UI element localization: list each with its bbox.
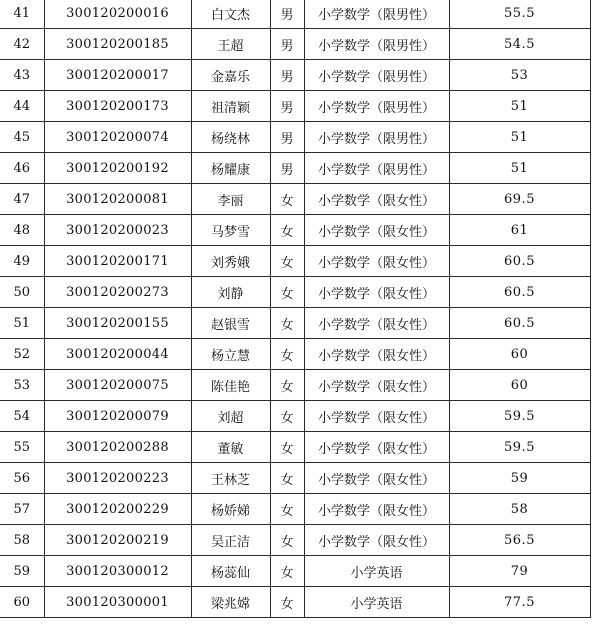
position-cell: 小学数学（限女性） (304, 432, 449, 463)
gender-cell: 女 (270, 463, 304, 494)
row-number-cell: 41 (0, 0, 44, 29)
table-row (0, 91, 590, 122)
row-number-cell: 45 (0, 122, 44, 153)
exam-id-cell: 300120200017 (44, 60, 191, 91)
score-cell: 79 (449, 556, 590, 587)
score-cell: 77.5 (449, 587, 590, 618)
table-row (0, 587, 590, 618)
table-row (0, 556, 590, 587)
position-cell: 小学数学（限男性） (304, 29, 449, 60)
row-number-cell: 51 (0, 308, 44, 339)
table-row (0, 277, 590, 308)
gender-cell: 女 (270, 339, 304, 370)
candidate-name-cell: 杨绕林 (191, 122, 270, 153)
candidate-name-cell: 王林芝 (191, 463, 270, 494)
position-cell: 小学数学（限女性） (304, 277, 449, 308)
exam-id-cell: 300120300001 (44, 587, 191, 618)
table-row (0, 246, 590, 277)
position-cell: 小学数学（限女性） (304, 246, 449, 277)
candidate-name-cell: 吴正洁 (191, 525, 270, 556)
row-number-cell: 56 (0, 463, 44, 494)
table-row (0, 0, 590, 29)
row-number-cell: 53 (0, 370, 44, 401)
score-cell: 59 (449, 463, 590, 494)
table-row (0, 401, 590, 432)
score-cell: 60.5 (449, 246, 590, 277)
score-cell: 59.5 (449, 401, 590, 432)
candidate-name-cell: 杨立慧 (191, 339, 270, 370)
row-number-cell: 57 (0, 494, 44, 525)
position-cell: 小学数学（限男性） (304, 122, 449, 153)
exam-id-cell: 300120200288 (44, 432, 191, 463)
table-row (0, 525, 590, 556)
score-cell: 59.5 (449, 432, 590, 463)
position-cell: 小学数学（限女性） (304, 525, 449, 556)
row-number-cell: 42 (0, 29, 44, 60)
exam-id-cell: 300120200192 (44, 153, 191, 184)
row-number-cell: 50 (0, 277, 44, 308)
exam-id-cell: 300120200155 (44, 308, 191, 339)
table-row (0, 184, 590, 215)
candidate-name-cell: 杨蕊仙 (191, 556, 270, 587)
gender-cell: 女 (270, 277, 304, 308)
gender-cell: 女 (270, 308, 304, 339)
gender-cell: 男 (270, 122, 304, 153)
gender-cell: 男 (270, 60, 304, 91)
candidate-name-cell: 刘秀娥 (191, 246, 270, 277)
row-number-cell: 44 (0, 91, 44, 122)
exam-id-cell: 300120200023 (44, 215, 191, 246)
row-number-cell: 46 (0, 153, 44, 184)
row-number-cell: 43 (0, 60, 44, 91)
gender-cell: 女 (270, 215, 304, 246)
exam-id-cell: 300120200171 (44, 246, 191, 277)
score-cell: 51 (449, 91, 590, 122)
position-cell: 小学数学（限女性） (304, 463, 449, 494)
position-cell: 小学数学（限男性） (304, 153, 449, 184)
score-cell: 61 (449, 215, 590, 246)
gender-cell: 女 (270, 556, 304, 587)
score-cell: 51 (449, 122, 590, 153)
exam-id-cell: 300120200219 (44, 525, 191, 556)
gender-cell: 男 (270, 29, 304, 60)
table-row (0, 122, 590, 153)
position-cell: 小学数学（限男性） (304, 91, 449, 122)
table-row (0, 153, 590, 184)
row-number-cell: 54 (0, 401, 44, 432)
gender-cell: 女 (270, 370, 304, 401)
position-cell: 小学数学（限男性） (304, 60, 449, 91)
gender-cell: 男 (270, 153, 304, 184)
exam-id-cell: 300120200273 (44, 277, 191, 308)
exam-id-cell: 300120200223 (44, 463, 191, 494)
row-number-cell: 52 (0, 339, 44, 370)
position-cell: 小学数学（限女性） (304, 308, 449, 339)
exam-id-cell: 300120200075 (44, 370, 191, 401)
row-number-cell: 60 (0, 587, 44, 618)
score-cell: 53 (449, 60, 590, 91)
candidate-name-cell: 董敏 (191, 432, 270, 463)
position-cell: 小学数学（限女性） (304, 401, 449, 432)
gender-cell: 男 (270, 0, 304, 29)
position-cell: 小学数学（限女性） (304, 184, 449, 215)
position-cell: 小学数学（限女性） (304, 494, 449, 525)
score-cell: 51 (449, 153, 590, 184)
position-cell: 小学英语 (304, 556, 449, 587)
table-row (0, 432, 590, 463)
table-row (0, 339, 590, 370)
score-cell: 58 (449, 494, 590, 525)
gender-cell: 女 (270, 525, 304, 556)
table-row (0, 308, 590, 339)
candidate-name-cell: 刘静 (191, 277, 270, 308)
gender-cell: 女 (270, 432, 304, 463)
score-cell: 69.5 (449, 184, 590, 215)
gender-cell: 女 (270, 587, 304, 618)
exam-id-cell: 300120200044 (44, 339, 191, 370)
exam-id-cell: 300120200081 (44, 184, 191, 215)
candidate-name-cell: 刘超 (191, 401, 270, 432)
exam-id-cell: 300120300012 (44, 556, 191, 587)
candidate-name-cell: 王超 (191, 29, 270, 60)
candidate-name-cell: 李丽 (191, 184, 270, 215)
candidate-name-cell: 马梦雪 (191, 215, 270, 246)
score-cell: 60.5 (449, 277, 590, 308)
gender-cell: 女 (270, 494, 304, 525)
candidate-name-cell: 金嘉乐 (191, 60, 270, 91)
candidate-name-cell: 梁兆嫦 (191, 587, 270, 618)
position-cell: 小学数学（限男性） (304, 0, 449, 29)
candidate-name-cell: 祖清颖 (191, 91, 270, 122)
table-row (0, 370, 590, 401)
position-cell: 小学数学（限女性） (304, 370, 449, 401)
exam-id-cell: 300120200016 (44, 0, 191, 29)
candidate-name-cell: 白文杰 (191, 0, 270, 29)
position-cell: 小学数学（限女性） (304, 339, 449, 370)
gender-cell: 女 (270, 184, 304, 215)
table-row (0, 494, 590, 525)
row-number-cell: 48 (0, 215, 44, 246)
candidate-name-cell: 杨耀康 (191, 153, 270, 184)
row-number-cell: 49 (0, 246, 44, 277)
row-number-cell: 47 (0, 184, 44, 215)
table-row (0, 60, 590, 91)
score-cell: 54.5 (449, 29, 590, 60)
row-number-cell: 59 (0, 556, 44, 587)
gender-cell: 女 (270, 246, 304, 277)
candidate-name-cell: 陈佳艳 (191, 370, 270, 401)
exam-id-cell: 300120200173 (44, 91, 191, 122)
position-cell: 小学英语 (304, 587, 449, 618)
exam-id-cell: 300120200229 (44, 494, 191, 525)
candidate-name-cell: 杨娇娣 (191, 494, 270, 525)
position-cell: 小学数学（限女性） (304, 215, 449, 246)
score-cell: 60 (449, 339, 590, 370)
score-cell: 55.5 (449, 0, 590, 29)
exam-id-cell: 300120200074 (44, 122, 191, 153)
exam-id-cell: 300120200185 (44, 29, 191, 60)
gender-cell: 男 (270, 91, 304, 122)
table-row (0, 463, 590, 494)
score-cell: 56.5 (449, 525, 590, 556)
exam-id-cell: 300120200079 (44, 401, 191, 432)
row-number-cell: 58 (0, 525, 44, 556)
table-row (0, 29, 590, 60)
gender-cell: 女 (270, 401, 304, 432)
score-cell: 60 (449, 370, 590, 401)
candidate-name-cell: 赵银雪 (191, 308, 270, 339)
table-row (0, 215, 590, 246)
score-cell: 60.5 (449, 308, 590, 339)
row-number-cell: 55 (0, 432, 44, 463)
